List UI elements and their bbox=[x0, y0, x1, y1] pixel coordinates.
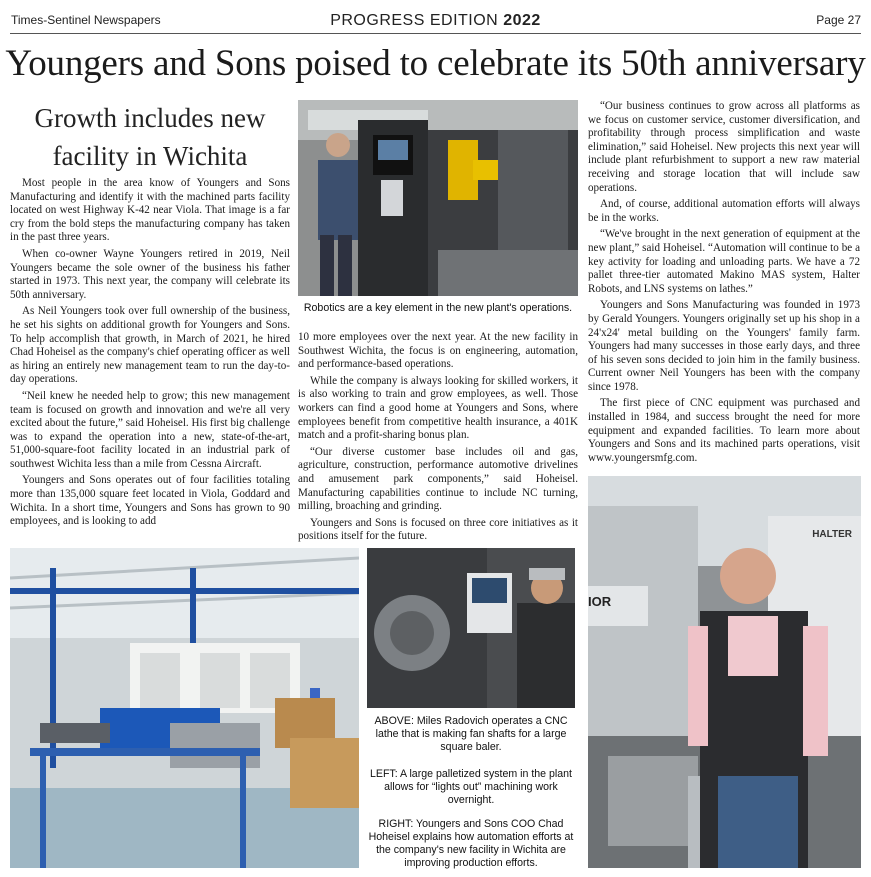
paragraph: “Neil knew he needed help to grow; this new management team is focused on growth and innovation and we're all very excited about the future,” said Hoheisel. His first big challenge was to expand the operation into a new, state-of-the-art, 51,000-square-foot facility located in an industrial park of southwest Wichita less than a mile from Cessna Aircraft. bbox=[10, 389, 290, 470]
paragraph: “We've brought in the next generation of equipment at the new plant,” said Hoheisel. “Automation will continue to be a key activity for loading and unloading parts. We have a 72 pallet three-tier automated Makino MAS system, Halter Robots, and LNS systems on lathes.” bbox=[588, 228, 860, 295]
paragraph: And, of course, additional automation efforts will always be in the works. bbox=[588, 198, 860, 224]
subhead: Growth includes new facility in Wichita bbox=[34, 103, 266, 171]
publication-name: Times-Sentinel Newspapers bbox=[11, 13, 161, 27]
paragraph: “Our diverse customer base includes oil and gas, agriculture, construction, performance automotive drivelines and amusement park components,” said Hoheisel. Manufacturing capabilities continue to include NC turning, milling, broaching and grinding. bbox=[298, 445, 578, 513]
column-2 bbox=[298, 331, 578, 547]
caption-right: RIGHT: Youngers and Sons COO Chad Hoheisel explains how automation efforts at the company's new facility in Wichita are improving production efforts. bbox=[368, 818, 574, 869]
section-prefix: PROGRESS EDITION bbox=[330, 12, 499, 29]
paragraph: The first piece of CNC equipment was purchased and installed in 1984, and success brought the need for more equipment and expanded facilities. To learn more about Youngers and Sons and its machined parts operations, visit www.youngersmfg.com. bbox=[588, 397, 860, 464]
paragraph: 10 more employees over the next year. At the new facility in Southwest Wichita, the focus is on engineering, automation, and performance-based operations. bbox=[298, 331, 578, 371]
column-1 bbox=[10, 177, 290, 532]
paragraph: Youngers and Sons Manufacturing was founded in 1973 by Gerald Youngers. Youngers originally set up his shop in a 24'x24' metal building on the Youngers' family farm. Youngers had many successes in those early days, and three of his seven sons decided to join him in the family business. Current owner Neil Youngers has been with the company since 1978. bbox=[588, 299, 860, 393]
palletized-system-photo bbox=[10, 548, 359, 868]
paragraph: Most people in the area know of Youngers and Sons Manufacturing and identify it with the machined parts facility located on west Highway K-42 near Viola. That image is a far cry from the bold steps the manufacturing company has taken in the past three years. bbox=[10, 177, 290, 244]
cnc-lathe-photo bbox=[367, 548, 575, 708]
paragraph: When co-owner Wayne Youngers retired in 2019, Neil Youngers became the sole owner of the business his father started in 1973. This next year, the company will celebrate its 50th anniversary. bbox=[10, 247, 290, 301]
machine-brand-label: HALTER bbox=[809, 528, 855, 541]
section-title bbox=[0, 12, 871, 30]
paragraph: Youngers and Sons is focused on three core initiatives as it positions itself for the future. bbox=[298, 516, 578, 543]
section-year: 2022 bbox=[503, 12, 541, 29]
paragraph: As Neil Youngers took over full ownership of the business, he set his sights on additional growth for Youngers and Sons. To help accomplish that growth, in March of 2021, he hired Chad Hoheisel as the company's chief operating officer as well as hiring an entirely new management team to run the day-to-day operations. bbox=[10, 305, 290, 386]
header-rule bbox=[10, 33, 861, 34]
headline: Youngers and Sons poised to celebrate its 50th anniversary bbox=[5, 43, 866, 84]
paragraph: Youngers and Sons operates out of four facilities totaling more than 135,000 square feet located in Viola, Goddard and Wichita. In a short time, Youngers and Sons has grown to 90 employees, and is looking to add bbox=[10, 474, 290, 528]
coo-photo bbox=[588, 476, 861, 868]
paragraph: While the company is always looking for skilled workers, it is also working to train and grow employees, as well. Those workers can find a good home at Youngers and Sons, where employees benefit from competitive health insurance, a 401K match and a profit-sharing bonus plan. bbox=[298, 374, 578, 442]
paragraph: “Our business continues to grow across all platforms as we focus on customer service, customer diversification, and profitability through process simplification and waste elimination,” said Hoheisel. New projects this next year will include plant refurbishment to support a new raw material receiving and storage location that will include saw operations. bbox=[588, 100, 860, 194]
robotics-photo bbox=[298, 100, 578, 296]
caption-left: LEFT: A large palletized system in the plant allows for “lights out” machining work overnight. bbox=[370, 768, 572, 806]
robotics-caption: Robotics are a key element in the new plant's operations. bbox=[303, 302, 573, 314]
column-3 bbox=[588, 100, 860, 468]
page-number: Page 27 bbox=[816, 13, 861, 27]
caption-above: ABOVE: Miles Radovich operates a CNC lathe that is making fan shafts for a large square baler. bbox=[374, 715, 568, 753]
machine-brand-label-2: IOR bbox=[588, 594, 612, 609]
